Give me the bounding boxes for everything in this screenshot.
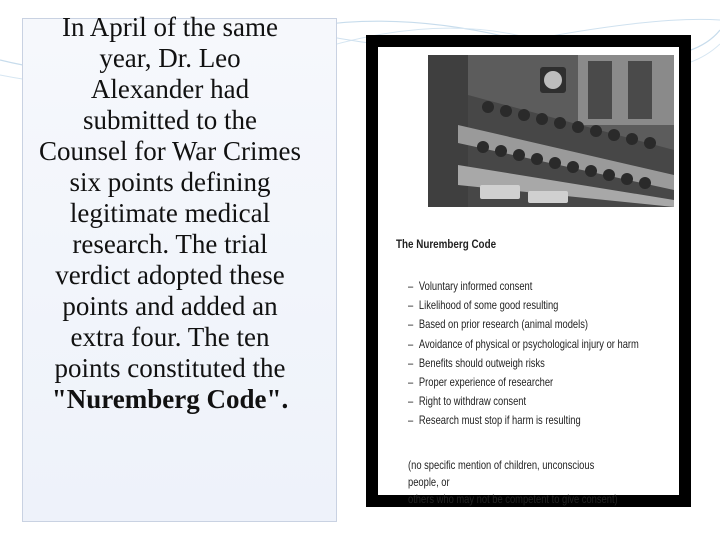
figure-note <box>408 457 626 508</box>
courtroom-photo <box>428 55 674 207</box>
text-line: research. The trial <box>72 229 268 259</box>
text-line: points and added an <box>62 291 278 321</box>
text-line: legitimate medical <box>69 198 271 228</box>
list-item: – Proper experience of researcher <box>408 374 554 389</box>
text-line: extra four. The ten <box>70 322 270 352</box>
text-line: six points defining <box>69 167 271 197</box>
text-line: verdict adopted these <box>55 260 285 290</box>
text-line: Alexander had <box>90 74 250 104</box>
figure-title: The Nuremberg Code <box>396 237 497 251</box>
list-item: – Based on prior research (animal models) <box>408 317 588 332</box>
list-item: – Avoidance of physical or psychological injury or harm <box>408 336 639 351</box>
note-line: (no specific mention of children, unconscious people, or <box>408 458 595 489</box>
text-line: submitted to the <box>83 105 257 135</box>
list-item: – Voluntary informed consent <box>408 279 533 293</box>
text-line: points constituted the <box>54 353 286 383</box>
code-points-list <box>408 277 704 431</box>
text-line: In April of the same <box>62 12 278 42</box>
text-line: year, Dr. Leo <box>99 43 241 73</box>
courtroom-photo-graphic <box>428 55 674 207</box>
list-item: – Right to withdraw consent <box>408 394 527 409</box>
text-line: Counsel for War Crimes <box>38 136 302 166</box>
list-item: – Research must stop if harm is resulting <box>408 413 581 428</box>
body-text <box>0 12 340 415</box>
list-item: – Benefits should outweigh risks <box>408 355 545 370</box>
figure-canvas <box>378 47 679 506</box>
list-item: – Likelihood of some good resulting <box>408 298 559 313</box>
note-line: others who may not be competent to give consent) <box>408 492 618 506</box>
nuremberg-code-figure <box>366 35 691 507</box>
nuremberg-code-emphasis: "Nuremberg Code". <box>51 384 289 414</box>
